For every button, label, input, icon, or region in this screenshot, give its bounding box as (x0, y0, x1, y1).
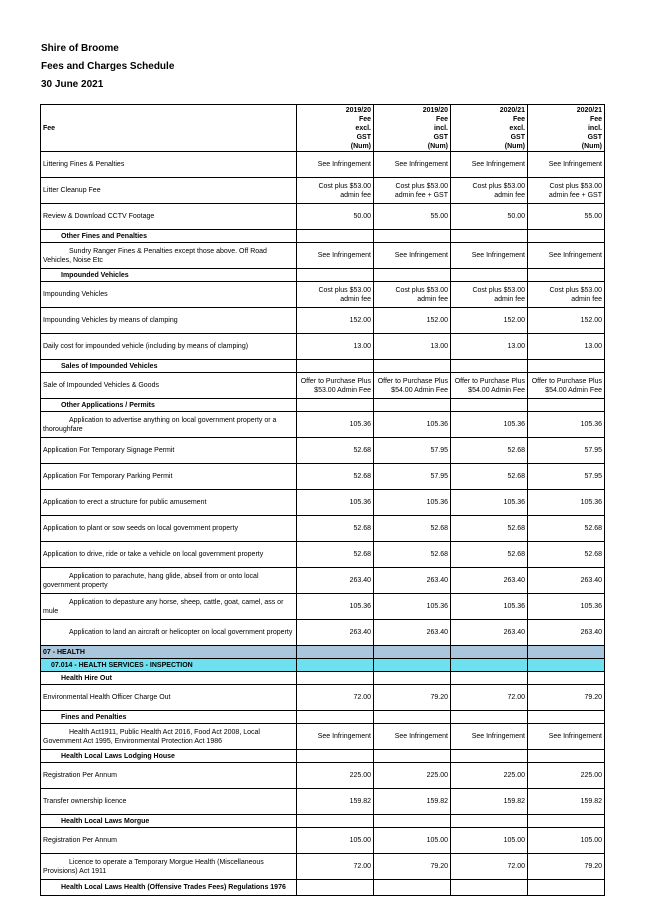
fee-value: 13.00 (451, 334, 528, 360)
fee-description: Registration Per Annum (41, 763, 297, 789)
fee-row (41, 789, 605, 815)
fee-value: 57.95 (374, 464, 451, 490)
column-header-fee: Fee (41, 105, 297, 152)
fee-value: 263.40 (374, 620, 451, 646)
fee-value: 52.68 (297, 464, 374, 490)
fee-value: 72.00 (451, 854, 528, 880)
fee-value: 72.00 (451, 685, 528, 711)
fee-value: Offer to Purchase Plus $54.00 Admin Fee (528, 373, 605, 399)
table-header-row (41, 105, 605, 152)
fee-row (41, 204, 605, 230)
column-header-2019-20-incl-gst (374, 105, 451, 152)
fee-value (528, 711, 605, 724)
fee-value: 105.36 (374, 594, 451, 620)
fee-value: 105.36 (297, 594, 374, 620)
column-header-text: 2019/20 Fee excl. GST (Num) (345, 107, 371, 150)
fee-value: 152.00 (528, 308, 605, 334)
fee-value (451, 711, 528, 724)
fee-row (41, 178, 605, 204)
category-row (41, 880, 605, 896)
fee-description: Other Fines and Penalties (41, 230, 297, 243)
fee-value (297, 399, 374, 412)
fee-value: 105.36 (528, 412, 605, 438)
fee-value (374, 659, 451, 672)
fee-value: 159.82 (451, 789, 528, 815)
fee-value: See Infringement (297, 243, 374, 269)
fee-description: Sale of Impounded Vehicles & Goods (41, 373, 297, 399)
fee-value: 105.36 (451, 412, 528, 438)
fee-description: Application to advertise anything on local government property or a thoroughfare (41, 412, 297, 438)
fee-value: Cost plus $53.00 admin fee + GST (528, 178, 605, 204)
fee-value (528, 815, 605, 828)
fee-row (41, 373, 605, 399)
fee-description: Impounding Vehicles (41, 282, 297, 308)
fee-value (297, 750, 374, 763)
fee-value: 52.68 (297, 542, 374, 568)
fee-row (41, 594, 605, 620)
fee-value: 57.95 (374, 438, 451, 464)
fee-value: 105.00 (297, 828, 374, 854)
fee-row (41, 438, 605, 464)
fee-row (41, 568, 605, 594)
fee-value (297, 672, 374, 685)
fee-description: Fines and Penalties (41, 711, 297, 724)
table-body (41, 152, 605, 896)
fee-description: Review & Download CCTV Footage (41, 204, 297, 230)
fee-description: Impounding Vehicles by means of clamping (41, 308, 297, 334)
fee-value: 57.95 (528, 438, 605, 464)
fee-value: 263.40 (374, 568, 451, 594)
fees-table (40, 104, 605, 896)
fee-row (41, 412, 605, 438)
fee-row (41, 152, 605, 178)
fee-description: Health Local Laws Lodging House (41, 750, 297, 763)
fee-value: 152.00 (297, 308, 374, 334)
category-row (41, 360, 605, 373)
fee-value (297, 646, 374, 659)
fee-description: Environmental Health Officer Charge Out (41, 685, 297, 711)
fee-value (528, 646, 605, 659)
fee-description: Other Applications / Permits (41, 399, 297, 412)
fee-value: See Infringement (297, 724, 374, 750)
fee-value: 52.68 (451, 464, 528, 490)
fee-value: See Infringement (297, 152, 374, 178)
fee-row (41, 620, 605, 646)
fee-value (451, 646, 528, 659)
fee-value: Offer to Purchase Plus $54.00 Admin Fee (451, 373, 528, 399)
fee-value: 105.00 (528, 828, 605, 854)
fee-value: 52.68 (297, 516, 374, 542)
category-row (41, 750, 605, 763)
org-name: Shire of Broome (41, 43, 119, 54)
fee-value: 50.00 (297, 204, 374, 230)
fee-value: 52.68 (451, 542, 528, 568)
fee-row (41, 282, 605, 308)
fee-row (41, 516, 605, 542)
fee-value (528, 269, 605, 282)
fee-value: Offer to Purchase Plus $53.00 Admin Fee (297, 373, 374, 399)
fee-row (41, 464, 605, 490)
column-header-2020-21-incl-gst (528, 105, 605, 152)
fee-value: See Infringement (451, 243, 528, 269)
fee-description: Application to parachute, hang glide, abseil from or onto local government property (41, 568, 297, 594)
fee-row (41, 542, 605, 568)
fee-value (297, 659, 374, 672)
fee-value: 225.00 (451, 763, 528, 789)
fee-description: Licence to operate a Temporary Morgue Health (Miscellaneous Provisions) Act 1911 (41, 854, 297, 880)
fee-description: Daily cost for impounded vehicle (including by means of clamping) (41, 334, 297, 360)
fee-value: 225.00 (528, 763, 605, 789)
fee-value (374, 815, 451, 828)
category-row (41, 711, 605, 724)
fee-value (374, 711, 451, 724)
fee-value: 105.36 (374, 412, 451, 438)
category-row (41, 269, 605, 282)
category-row (41, 230, 605, 243)
fee-value (374, 360, 451, 373)
fee-value: 225.00 (374, 763, 451, 789)
fee-description: Littering Fines & Penalties (41, 152, 297, 178)
fee-value: Cost plus $53.00 admin fee (297, 178, 374, 204)
fee-value: 52.68 (451, 438, 528, 464)
fee-value: 105.36 (451, 490, 528, 516)
fee-value (451, 672, 528, 685)
fee-description: 07.014 - HEALTH SERVICES - INSPECTION (41, 659, 297, 672)
fee-value (297, 880, 374, 896)
fee-value (374, 399, 451, 412)
fee-value: See Infringement (528, 724, 605, 750)
fee-description: Application to depasture any horse, sheep, cattle, goat, camel, ass or mule (41, 594, 297, 620)
fee-description: Transfer ownership licence (41, 789, 297, 815)
fee-value: 79.20 (374, 854, 451, 880)
fee-description: Registration Per Annum (41, 828, 297, 854)
fee-value: 105.00 (451, 828, 528, 854)
fee-value: Cost plus $53.00 admin fee + GST (374, 178, 451, 204)
fee-value: 159.82 (297, 789, 374, 815)
fee-value (297, 269, 374, 282)
fee-value: Cost plus $53.00 admin fee (528, 282, 605, 308)
fee-value (374, 269, 451, 282)
fee-value (374, 672, 451, 685)
fee-row (41, 724, 605, 750)
fee-value: 79.20 (374, 685, 451, 711)
fee-value: 105.36 (297, 490, 374, 516)
fee-value (528, 230, 605, 243)
fee-value: 105.36 (451, 594, 528, 620)
fee-row (41, 854, 605, 880)
fee-description: Sales of Impounded Vehicles (41, 360, 297, 373)
fee-description: 07 - HEALTH (41, 646, 297, 659)
fee-value: 152.00 (451, 308, 528, 334)
fee-value (374, 646, 451, 659)
fee-value: 263.40 (297, 568, 374, 594)
fee-value (528, 399, 605, 412)
section-row (41, 646, 605, 659)
category-row (41, 672, 605, 685)
fee-value: 13.00 (374, 334, 451, 360)
fee-value (374, 880, 451, 896)
fee-value (297, 230, 374, 243)
fee-value: 105.36 (374, 490, 451, 516)
fee-value: 159.82 (528, 789, 605, 815)
fee-row (41, 334, 605, 360)
fee-value: 52.68 (297, 438, 374, 464)
fee-value (451, 360, 528, 373)
fee-value: 79.20 (528, 854, 605, 880)
fee-value: 263.40 (297, 620, 374, 646)
fee-value: Cost plus $53.00 admin fee (451, 178, 528, 204)
fee-value (528, 750, 605, 763)
fee-value: See Infringement (528, 243, 605, 269)
fee-value (297, 360, 374, 373)
fee-value: 152.00 (374, 308, 451, 334)
fee-value: 263.40 (451, 620, 528, 646)
fee-row (41, 828, 605, 854)
fee-value: See Infringement (374, 152, 451, 178)
fee-value: See Infringement (528, 152, 605, 178)
document-date: 30 June 2021 (41, 79, 104, 90)
fee-description: Health Hire Out (41, 672, 297, 685)
fee-value: 52.68 (451, 516, 528, 542)
fee-value: See Infringement (451, 724, 528, 750)
fee-value: 105.36 (528, 490, 605, 516)
fee-value: 55.00 (528, 204, 605, 230)
fee-value: 57.95 (528, 464, 605, 490)
fee-row (41, 308, 605, 334)
subsection-row (41, 659, 605, 672)
fee-value: 50.00 (451, 204, 528, 230)
document-title: Fees and Charges Schedule (41, 61, 175, 72)
fee-value (297, 815, 374, 828)
fee-value: 52.68 (374, 542, 451, 568)
fee-value: 159.82 (374, 789, 451, 815)
fee-value (374, 750, 451, 763)
fee-value: 263.40 (451, 568, 528, 594)
fee-row (41, 490, 605, 516)
fee-value: 72.00 (297, 685, 374, 711)
fee-row (41, 243, 605, 269)
fee-description: Application to land an aircraft or helicopter on local government property (41, 620, 297, 646)
column-header-text: 2020/21 Fee incl. GST (Num) (576, 107, 602, 150)
column-header-2019-20-excl-gst (297, 105, 374, 152)
fee-value (528, 659, 605, 672)
column-header-text: 2019/20 Fee incl. GST (Num) (422, 107, 448, 150)
fee-value (451, 230, 528, 243)
fee-value (451, 399, 528, 412)
fee-description: Health Act1911, Public Health Act 2016, Food Act 2008, Local Government Act 1995, Environmental Protection Act 1986 (41, 724, 297, 750)
fee-value (451, 750, 528, 763)
fee-value: 52.68 (374, 516, 451, 542)
fee-value: 52.68 (528, 542, 605, 568)
document-header (41, 40, 174, 94)
fee-row (41, 685, 605, 711)
fee-value: See Infringement (374, 724, 451, 750)
fee-description: Litter Cleanup Fee (41, 178, 297, 204)
fee-value: 55.00 (374, 204, 451, 230)
fee-value (374, 230, 451, 243)
fee-value: 79.20 (528, 685, 605, 711)
fee-value: Cost plus $53.00 admin fee (374, 282, 451, 308)
fee-value (528, 360, 605, 373)
category-row (41, 399, 605, 412)
fee-value: 52.68 (528, 516, 605, 542)
fee-value: 263.40 (528, 568, 605, 594)
fee-value: Cost plus $53.00 admin fee (451, 282, 528, 308)
fee-row (41, 763, 605, 789)
fee-description: Application to plant or sow seeds on local government property (41, 516, 297, 542)
fee-value (451, 269, 528, 282)
fee-description: Application For Temporary Parking Permit (41, 464, 297, 490)
fee-value (451, 659, 528, 672)
fee-value: Offer to Purchase Plus $54.00 Admin Fee (374, 373, 451, 399)
fee-value: 105.36 (297, 412, 374, 438)
category-row (41, 815, 605, 828)
fee-value: 105.36 (528, 594, 605, 620)
fee-value: 105.00 (374, 828, 451, 854)
fee-value: 72.00 (297, 854, 374, 880)
fee-description: Impounded Vehicles (41, 269, 297, 282)
fee-value (451, 815, 528, 828)
fee-value (528, 672, 605, 685)
fee-value: Cost plus $53.00 admin fee (297, 282, 374, 308)
fee-value (297, 711, 374, 724)
fee-value (528, 880, 605, 896)
fee-value: 225.00 (297, 763, 374, 789)
fee-value (451, 880, 528, 896)
fee-description: Application to erect a structure for public amusement (41, 490, 297, 516)
fee-value: 263.40 (528, 620, 605, 646)
fee-value: See Infringement (451, 152, 528, 178)
fee-description: Health Local Laws Health (Offensive Trades Fees) Regulations 1976 (41, 880, 297, 896)
fee-description: Application to drive, ride or take a vehicle on local government property (41, 542, 297, 568)
column-header-2020-21-excl-gst (451, 105, 528, 152)
fee-description: Health Local Laws Morgue (41, 815, 297, 828)
fee-value: See Infringement (374, 243, 451, 269)
column-header-text: 2020/21 Fee excl. GST (Num) (499, 107, 525, 150)
fee-value: 13.00 (297, 334, 374, 360)
fee-description: Application For Temporary Signage Permit (41, 438, 297, 464)
fee-description: Sundry Ranger Fines & Penalties except those above. Off Road Vehicles, Noise Etc (41, 243, 297, 269)
fee-value: 13.00 (528, 334, 605, 360)
